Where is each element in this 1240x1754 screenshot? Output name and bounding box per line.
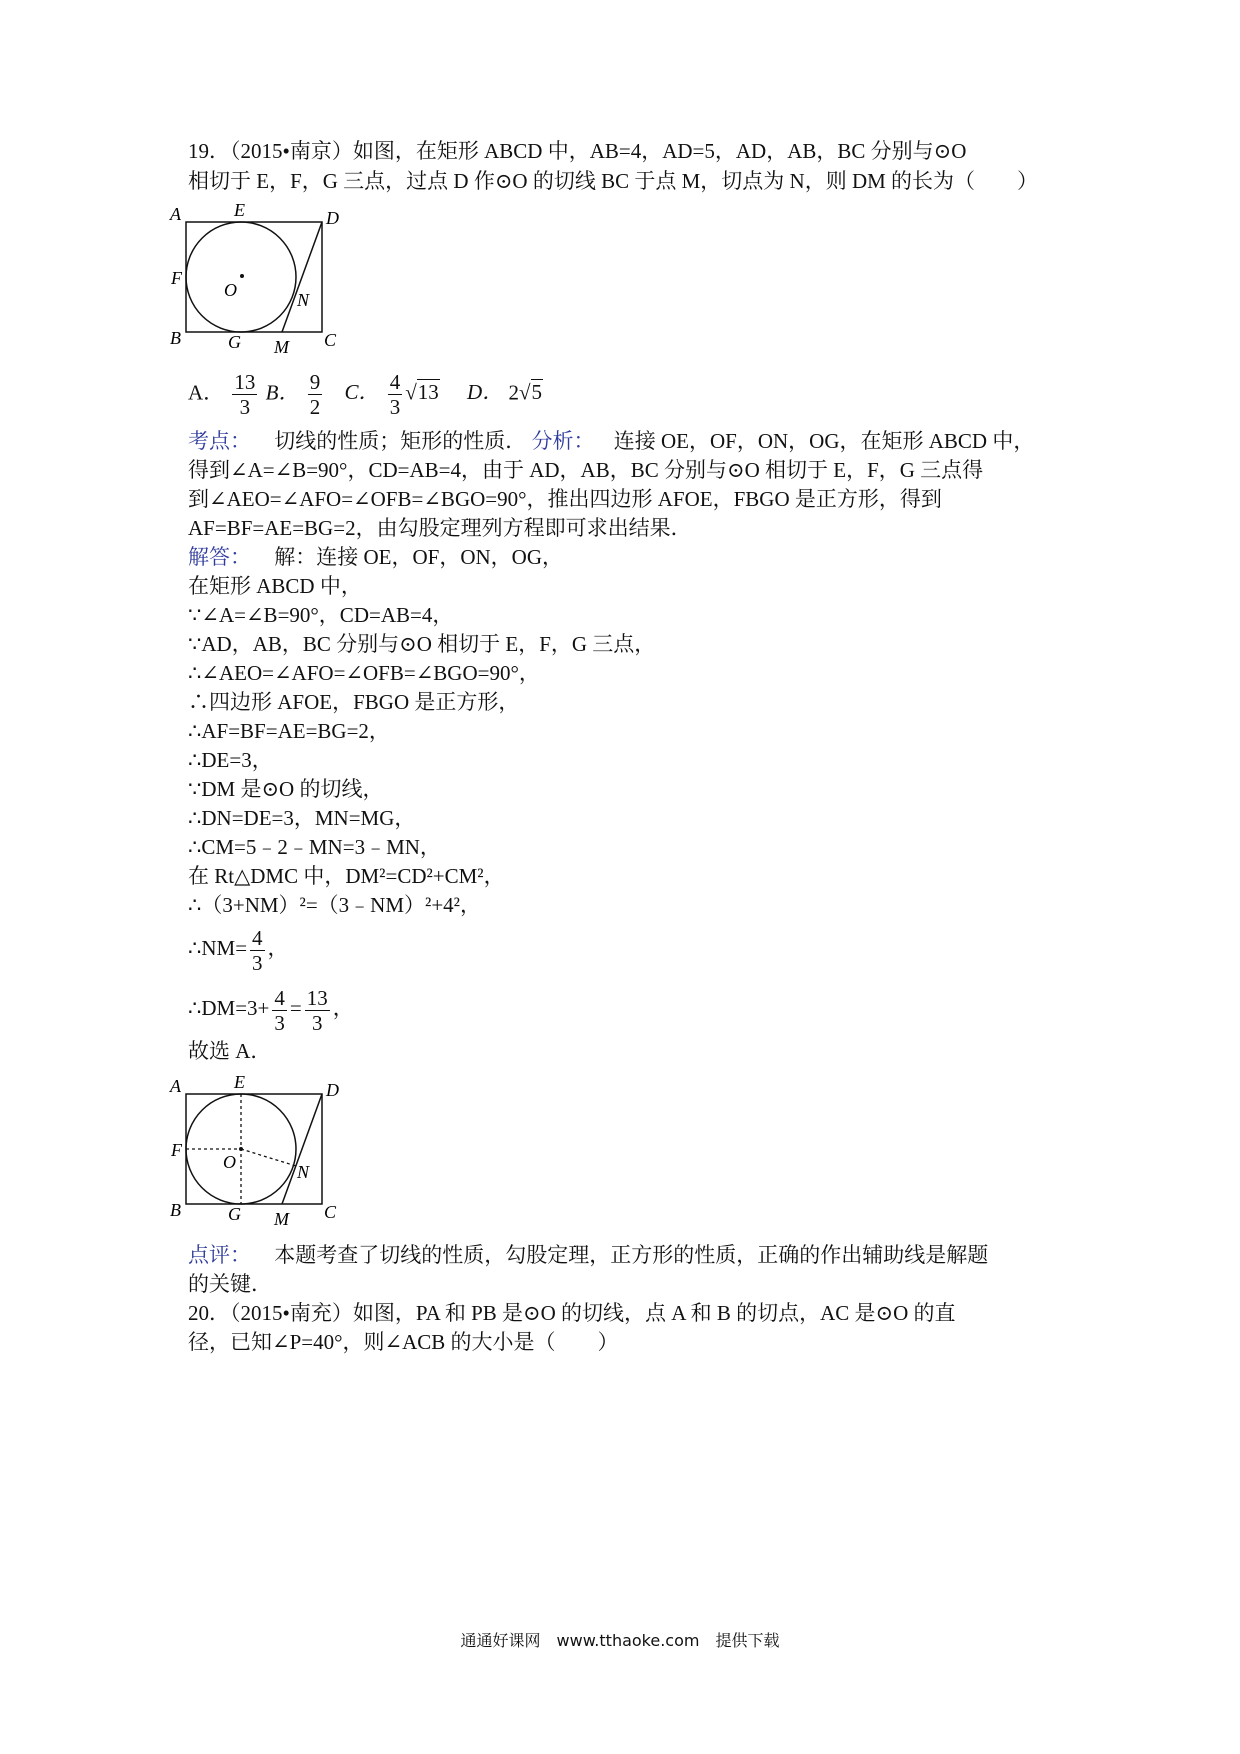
fig2-label-a: A: [170, 1076, 181, 1096]
dianping-tag: 点评：: [188, 1243, 251, 1267]
fig1-label-d: D: [326, 208, 339, 228]
fig1-label-c: C: [324, 330, 337, 350]
solution-line5: ∴∠AEO=∠AFO=∠OFB=∠BGO=90°，: [188, 661, 540, 685]
solution-text-1: 解：连接 OE，OF，ON，OG，: [274, 545, 563, 569]
solution-line8: ∴DE=3，: [188, 748, 273, 772]
option-b-fraction: $\frac{9}{2}$: [309, 370, 321, 419]
q19-solution-figure: [168, 1072, 368, 1232]
fig1-label-b: B: [170, 328, 181, 348]
solution-line13: ∴（3+NM）²=（3﹣NM）²+4²，: [188, 893, 481, 917]
fig1-label-m: M: [274, 337, 289, 357]
review-line2: 的关键．: [188, 1272, 272, 1296]
fig2-label-o: O: [223, 1152, 236, 1172]
fenxi-tag: 分析：: [531, 429, 595, 453]
solution-line14: ∴NM= $\frac{4}{3}$ ，: [188, 925, 289, 975]
fig2-label-e: E: [234, 1072, 245, 1092]
solution-line11: ∴CM=5﹣2﹣MN=3﹣MN，: [188, 835, 441, 859]
kaodian-tag: 考点：: [188, 429, 251, 453]
solution-line15: ∴DM=3+ $\frac{4}{3}$ = $\frac{13}{3}$ ，: [188, 985, 354, 1035]
fig1-label-f: F: [171, 268, 182, 288]
fig2-label-m: M: [274, 1209, 289, 1229]
fig2-label-g: G: [228, 1204, 241, 1224]
fig1-label-g: G: [228, 332, 241, 352]
review-line1: [188, 1240, 988, 1270]
solution-line16: 故选 A．: [188, 1039, 272, 1063]
page-footer: 通通好课网 www.tthaoke.com 提供下载: [460, 1631, 780, 1650]
solution-line1: [188, 542, 563, 572]
option-a-fraction: $\frac{13}{3}$: [234, 370, 256, 419]
q19-options: [188, 370, 543, 419]
q19-stem-line1: 19．（2015•南京）如图，在矩形 ABCD 中，AB=4，AD=5，AD，AB，BC 分别与⊙O: [188, 139, 967, 163]
analysis-line3: 到∠AEO=∠AFO=∠OFB=∠BGO=90°，推出四边形 AFOE，FBGO 是正方形，得到: [188, 487, 942, 511]
q19-figure: [168, 200, 368, 360]
option-a-label: A．: [188, 380, 225, 405]
jieda-tag: 解答：: [188, 545, 251, 569]
solution-line12: 在 Rt△DMC 中，DM²=CD²+CM²，: [188, 864, 505, 888]
option-c-label: C．: [344, 380, 380, 405]
option-d-label: D．: [467, 380, 504, 405]
option-b-label: B．: [265, 380, 300, 405]
fig2-label-c: C: [324, 1202, 337, 1222]
fenxi-text: 连接 OE，OF，ON，OG，在矩形 ABCD 中，: [613, 429, 1035, 453]
review-text: 本题考查了切线的性质，勾股定理，正方形的性质，正确的作出辅助线是解题: [274, 1243, 989, 1267]
fig1-label-n: N: [297, 290, 310, 310]
option-d-value: 2√5: [508, 380, 542, 405]
q20-stem-line2: 径，已知∠P=40°，则∠ACB 的大小是（ ）: [188, 1330, 619, 1354]
fig2-label-d: D: [326, 1080, 339, 1100]
option-c-fraction: $\frac{4}{3}$: [389, 370, 401, 419]
fig1-label-a: A: [170, 204, 181, 224]
solution-line7: ∴AF=BF=AE=BG=2，: [188, 719, 390, 743]
solution-line10: ∴DN=DE=3，MN=MG，: [188, 806, 416, 830]
solution-line4: ∵AD，AB，BC 分别与⊙O 相切于 E，F，G 三点，: [188, 632, 656, 656]
solution-line9: ∵DM 是⊙O 的切线，: [188, 777, 384, 801]
q19-stem-line2: 相切于 E，F，G 三点，过点 D 作⊙O 的切线 BC 于点 M，切点为 N，则 DM 的长为（ ）: [188, 169, 1039, 193]
fig1-label-e: E: [234, 200, 245, 220]
solution-line3: ∵∠A=∠B=90°，CD=AB=4，: [188, 603, 454, 627]
q20-stem-line1: 20．（2015•南充）如图，PA 和 PB 是⊙O 的切线，点 A 和 B 的切点，AC 是⊙O 的直: [188, 1301, 956, 1325]
fig2-label-b: B: [170, 1200, 181, 1220]
option-c-radical: √13: [405, 380, 439, 405]
kaodian-text: 切线的性质；矩形的性质．: [274, 429, 527, 453]
analysis-line4: AF=BF=AE=BG=2，由勾股定理列方程即可求出结果．: [188, 516, 692, 540]
solution-line2: 在矩形 ABCD 中，: [188, 574, 362, 598]
fig1-label-o: O: [224, 280, 237, 300]
fig2-label-n: N: [297, 1162, 310, 1182]
analysis-line2: 得到∠A=∠B=90°，CD=AB=4，由于 AD，AB，BC 分别与⊙O 相切于 E，F，G 三点得: [188, 458, 984, 482]
fig2-label-f: F: [171, 1140, 182, 1160]
solution-line6: ∴四边形 AFOE，FBGO 是正方形，: [188, 690, 520, 714]
analysis-line1: [188, 426, 1034, 456]
